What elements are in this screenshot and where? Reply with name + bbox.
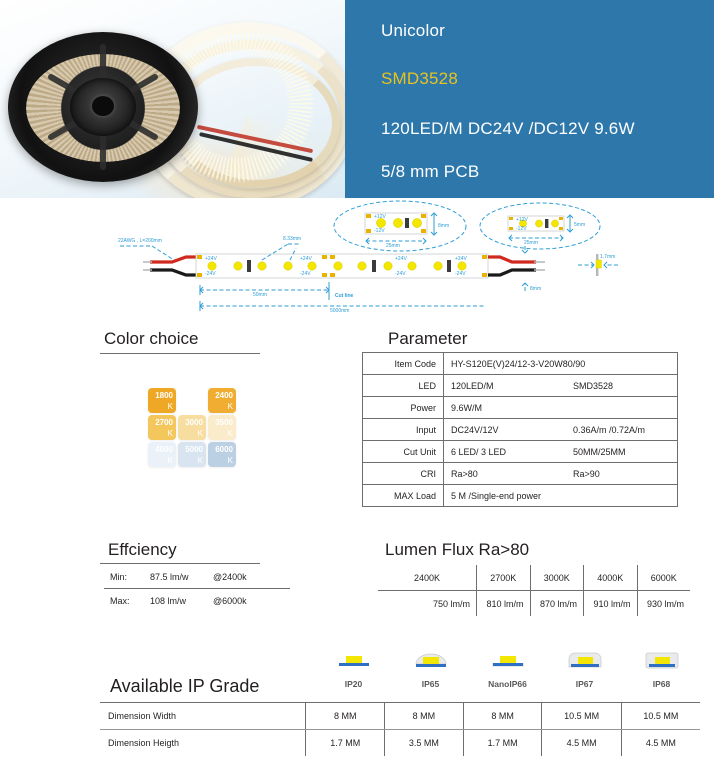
svg-text:50mm: 50mm	[253, 292, 267, 298]
parameter-value	[444, 463, 678, 485]
svg-text:+24V: +24V	[205, 256, 217, 262]
hero-banner	[0, 0, 714, 198]
svg-text:Cut line: Cut line	[335, 293, 354, 299]
svg-text:22AWG , L=200mm: 22AWG , L=200mm	[118, 238, 162, 244]
swatch-unit: K	[167, 429, 173, 438]
lumen-flux-value: 870 lm/m	[530, 591, 584, 617]
ip-dimension-row	[100, 703, 700, 730]
parameter-value-secondary: 0.36A/m /0.72A/m	[573, 424, 646, 435]
color-swatch-2400k	[208, 388, 236, 413]
parameter-value	[444, 441, 678, 463]
svg-text:25mm: 25mm	[386, 243, 400, 249]
ip-grade-icons	[315, 650, 700, 694]
ip-dimension-row	[100, 730, 700, 757]
efficiency-temperature: @6000k	[213, 596, 247, 606]
svg-text:8.33mm: 8.33mm	[283, 236, 302, 242]
parameter-value	[444, 419, 678, 441]
swatch-kelvin: 2400	[215, 391, 233, 400]
swatch-unit: K	[197, 429, 203, 438]
color-choice-rule	[100, 353, 260, 354]
hero-headline: Unicolor	[381, 21, 445, 40]
swatch-kelvin: 2700	[155, 418, 173, 427]
parameter-value-secondary: SMD3528	[573, 380, 614, 391]
lumen-flux-header: 4000K	[584, 565, 638, 591]
swatch-kelvin: 6000	[215, 445, 233, 454]
color-temperature-swatches	[148, 388, 238, 468]
parameter-table	[362, 352, 678, 507]
technical-diagram	[0, 196, 714, 320]
lumen-flux-value: 750 lm/m	[432, 598, 470, 609]
parameter-label: Input	[363, 419, 444, 441]
swatch-kelvin: 3500	[215, 418, 233, 427]
ip-grade-icon-ip68	[623, 650, 700, 689]
efficiency-key: Max:	[110, 596, 130, 606]
ip-grade-label: IP68	[652, 679, 671, 689]
color-swatch-3500k	[208, 415, 236, 440]
efficiency-title: Effciency	[108, 540, 177, 559]
strip-cross-section-icon	[623, 650, 700, 677]
svg-text:8mm: 8mm	[530, 286, 542, 292]
color-swatch-4000k	[148, 442, 176, 467]
parameter-row	[363, 441, 678, 463]
ip-grade-label: IP65	[421, 679, 440, 689]
ip-dimension-value: 8 MM	[306, 703, 385, 730]
ip-grade-icon-ip67	[546, 650, 623, 689]
color-swatch-5000k	[178, 442, 206, 467]
parameter-row	[363, 485, 678, 507]
ip-dimension-value: 4.5 MM	[542, 730, 621, 757]
efficiency-temperature: @2400k	[213, 572, 247, 582]
parameter-row	[363, 397, 678, 419]
color-swatch-2700k	[148, 415, 176, 440]
ip-dimension-value: 8 MM	[463, 703, 542, 730]
efficiency-value: 87.5 lm/w	[150, 572, 189, 582]
parameter-row	[363, 375, 678, 397]
strip-dimension-drawing	[0, 196, 714, 320]
lumen-flux-header: 2400K	[378, 565, 477, 591]
parameter-row	[363, 353, 678, 375]
efficiency-separator	[104, 588, 290, 589]
parameter-label: MAX Load	[363, 485, 444, 507]
svg-text:-24V: -24V	[395, 271, 406, 277]
hero-pcb: 5/8 mm PCB	[381, 162, 480, 181]
svg-text:8mm: 8mm	[438, 223, 450, 229]
efficiency-row	[110, 589, 310, 613]
svg-text:+12V: +12V	[374, 214, 386, 220]
callout-8mm-pcb	[334, 201, 466, 251]
color-choice-title: Color choice	[104, 329, 199, 348]
parameter-value-secondary: Ra>90	[573, 468, 600, 479]
ip-grade-icon-ip20	[315, 650, 392, 689]
ip-grade-label: IP67	[575, 679, 594, 689]
parameter-value-primary: DC24V/12V	[451, 424, 499, 435]
ip-dimension-label: Dimension Heigth	[108, 738, 180, 748]
ip-grade-label: NanoIP66	[488, 679, 527, 689]
parameter-label: CRI	[363, 463, 444, 485]
swatch-kelvin: 4000	[155, 445, 173, 454]
swatch-unit: K	[227, 429, 233, 438]
parameter-row	[363, 463, 678, 485]
parameter-value: 9.6W/M	[444, 397, 678, 419]
callout-5mm-pcb	[480, 203, 600, 249]
svg-text:-24V: -24V	[300, 271, 311, 277]
svg-text:5000mm: 5000mm	[330, 308, 350, 314]
ip-dimension-value: 1.7 MM	[306, 730, 385, 757]
parameter-label: Cut Unit	[363, 441, 444, 463]
lumen-flux-value: 910 lm/m	[584, 591, 638, 617]
lumen-flux-header: 6000K	[637, 565, 690, 591]
svg-text:1.7mm: 1.7mm	[600, 254, 616, 260]
hero-text-panel	[345, 0, 714, 198]
swatch-unit: K	[167, 402, 173, 411]
parameter-value: 5 M /Single-end power	[444, 485, 678, 507]
lumen-flux-value-row	[378, 591, 690, 617]
lumen-flux-header: 3000K	[530, 565, 584, 591]
lumen-flux-value: 930 lm/m	[637, 591, 690, 617]
lumen-flux-title: Lumen Flux Ra>80	[385, 540, 530, 559]
ip-dimension-value: 8 MM	[385, 703, 464, 730]
parameter-value-secondary: 50MM/25MM	[573, 446, 626, 457]
lumen-flux-value: 810 lm/m	[477, 591, 531, 617]
parameter-value	[444, 375, 678, 397]
ip-dimension-value: 10.5 MM	[621, 703, 700, 730]
parameter-row	[363, 419, 678, 441]
parameter-value-primary: 6 LED/ 3 LED	[451, 446, 507, 457]
swatch-unit: K	[227, 456, 233, 465]
parameter-value-primary: 120LED/M	[451, 380, 494, 391]
ip-grade-title: Available IP Grade	[110, 676, 260, 696]
svg-text:+12V: +12V	[516, 217, 528, 223]
efficiency-value: 108 lm/w	[150, 596, 187, 606]
hero-model: SMD3528	[381, 69, 458, 88]
parameter-label: Item Code	[363, 353, 444, 375]
lumen-flux-header: 2700K	[477, 565, 531, 591]
svg-text:+24V: +24V	[300, 256, 312, 262]
color-swatch-1800k	[148, 388, 176, 413]
svg-text:-12V: -12V	[516, 226, 527, 232]
reel-hub-center	[92, 96, 114, 116]
swatch-unit: K	[227, 402, 233, 411]
efficiency-rule	[100, 563, 260, 564]
strip-cross-section-icon	[392, 650, 469, 677]
cable-reel	[8, 32, 198, 182]
svg-text:-24V: -24V	[455, 271, 466, 277]
color-swatch-3000k	[178, 415, 206, 440]
ip-grade-icon-nanoip66	[469, 650, 546, 689]
swatch-unit: K	[197, 456, 203, 465]
efficiency-row	[110, 565, 310, 589]
ip-grade-label: IP20	[344, 679, 363, 689]
ip-dimension-value: 3.5 MM	[385, 730, 464, 757]
ip-dimension-value: 4.5 MM	[621, 730, 700, 757]
hero-specs: 120LED/M DC24V /DC12V 9.6W	[381, 119, 635, 138]
parameter-label: Power	[363, 397, 444, 419]
parameter-value-primary: Ra>80	[451, 468, 478, 479]
svg-text:+24V: +24V	[455, 256, 467, 262]
strip-cross-section-icon	[469, 650, 546, 677]
ip-dimension-value: 10.5 MM	[542, 703, 621, 730]
efficiency-key: Min:	[110, 572, 128, 582]
svg-text:+24V: +24V	[395, 256, 407, 262]
ip-dimension-label: Dimension Width	[100, 703, 306, 730]
svg-text:25mm: 25mm	[524, 240, 538, 246]
parameter-title: Parameter	[388, 329, 468, 348]
product-photo	[0, 0, 345, 198]
color-swatch-6000k	[208, 442, 236, 467]
strip-cross-section-icon	[315, 650, 392, 677]
svg-text:5mm: 5mm	[574, 222, 586, 228]
lumen-flux-table	[378, 565, 690, 616]
parameter-value: HY-S120E(V)24/12-3-V20W80/90	[444, 353, 678, 375]
efficiency-list	[110, 565, 310, 613]
svg-text:-24V: -24V	[205, 271, 216, 277]
parameter-label: LED	[363, 375, 444, 397]
strip-cross-section-icon	[546, 650, 623, 677]
svg-text:-12V: -12V	[374, 228, 385, 234]
lumen-flux-header-row	[378, 565, 690, 591]
swatch-unit: K	[167, 456, 173, 465]
ip-dimension-value: 1.7 MM	[463, 730, 542, 757]
swatch-kelvin: 3000	[185, 418, 203, 427]
swatch-kelvin: 1800	[155, 391, 173, 400]
ip-dimension-table	[100, 702, 700, 756]
swatch-kelvin: 5000	[185, 445, 203, 454]
ip-grade-icon-ip65	[392, 650, 469, 689]
